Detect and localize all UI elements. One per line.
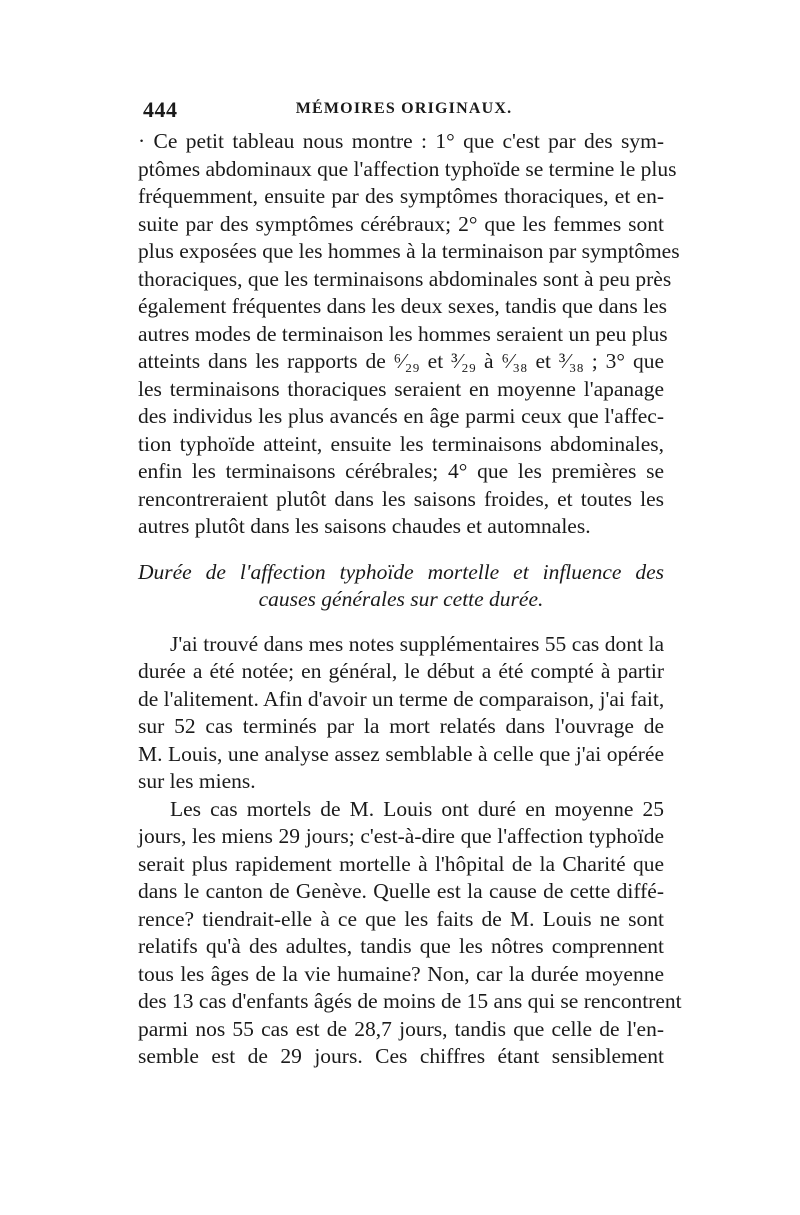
text-line: fréquemment, ensuite par des symptômes thoraciques, et en-: [138, 184, 664, 208]
text-line: également fréquentes dans les deux sexes, tandis que dans les: [138, 294, 667, 318]
text-line: autres plutôt dans les saisons chaudes et automnales.: [138, 514, 591, 538]
text-line: jours, les miens 29 jours; c'est-à-dire que l'affection typhoïde: [138, 824, 664, 848]
text-line: plus exposées que les hommes à la terminaison par symptômes: [138, 239, 680, 263]
text-line: dans le canton de Genève. Quelle est la cause de cette diffé-: [138, 879, 664, 903]
text-line: rencontreraient plutôt dans les saisons froides, et toutes les: [138, 486, 664, 511]
text-line: suite par des symptômes cérébraux; 2° que les femmes sont: [138, 211, 664, 236]
text-line: serait plus rapidement mortelle à l'hôpital de la Charité que: [138, 851, 664, 876]
section-heading: [138, 559, 664, 613]
text-line: tion typhoïde atteint, ensuite les terminaisons abdominales,: [138, 431, 664, 456]
text-line: parmi nos 55 cas est de 28,7 jours, tandis que celle de l'en-: [138, 1016, 664, 1041]
text-line: durée a été notée; en général, le début a été compté à partir: [138, 659, 664, 683]
text-line: · Ce petit tableau nous montre : 1° que c'est par des sym-: [138, 129, 664, 153]
text-line: J'ai trouvé dans mes notes supplémentaires 55 cas dont la: [170, 631, 664, 656]
paragraph-notes: [138, 631, 664, 796]
text-line: des 13 cas d'enfants âgés de moins de 15 ans qui se rencontrent: [138, 989, 682, 1013]
text-line: ptômes abdominaux que l'affection typhoïde se termine le plus: [138, 156, 677, 181]
text-line: M. Louis, une analyse assez semblable à celle que j'ai opérée: [138, 741, 664, 766]
text-line: les terminaisons thoraciques seraient en moyenne l'apanage: [138, 376, 664, 401]
text-line: sur les miens.: [138, 769, 256, 793]
text-line: semble est de 29 jours. Ces chiffres étant sensiblement: [138, 1044, 664, 1068]
text-line: autres modes de terminaison les hommes seraient un peu plus: [138, 321, 668, 346]
text-line: Les cas mortels de M. Louis ont duré en moyenne 25: [170, 796, 664, 821]
heading-line: causes générales sur cette durée.: [258, 586, 544, 611]
text-line: atteints dans les rapports de ⁶⁄₂₉ et ³⁄₂₉ à ⁶⁄₃₈ et ³⁄₃₈ ; 3° que: [138, 349, 664, 373]
text-line: de l'alitement. Afin d'avoir un terme de comparaison, j'ai fait,: [138, 686, 665, 711]
text-block: [138, 128, 682, 1071]
paragraph-mortality: [138, 796, 682, 1071]
text-line: sur 52 cas terminés par la mort relatés dans l'ouvrage de: [138, 714, 664, 738]
text-line: relatifs qu'à des adultes, tandis que les nôtres comprennent: [138, 934, 664, 958]
page-number: 444: [143, 97, 178, 122]
text-line: des individus les plus avancés en âge parmi ceux que l'affec-: [138, 404, 664, 428]
paragraph-summary: [138, 128, 680, 541]
heading-line: Durée de l'affection typhoïde mortelle et influence des: [138, 559, 664, 584]
running-head: [143, 97, 665, 123]
text-line: tous les âges de la vie humaine? Non, car la durée moyenne: [138, 961, 664, 986]
text-line: thoraciques, que les terminaisons abdominales sont à peu près: [138, 266, 672, 291]
text-line: enfin les terminaisons cérébrales; 4° que les premières se: [138, 459, 664, 483]
text-line: rence? tiendrait-elle à ce que les faits de M. Louis ne sont: [138, 906, 664, 931]
running-title: MÉMOIRES ORIGINAUX.: [295, 100, 513, 117]
